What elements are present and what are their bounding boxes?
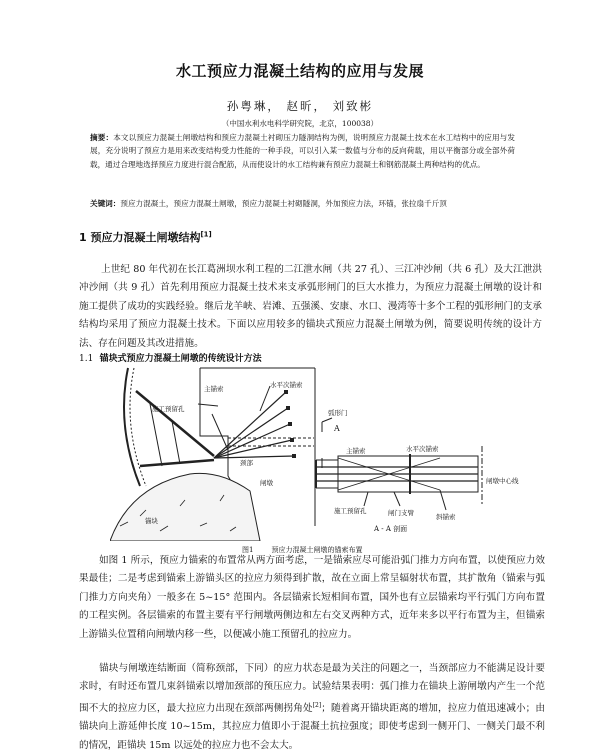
authors: 孙粤琳， 赵昕， 刘致彬 bbox=[226, 99, 374, 113]
paragraph-3-tail: ；随着离开锚块距离的增加，拉应力值迅速减小；由锚块向上游延伸长度 10~15m，其拉应力值即小于混凝土抗拉强度；即使考虑到一侧开门、一侧关门最不利的情况，距锚块 15m 以远处的拉应力也不会太大。 bbox=[79, 703, 546, 751]
figure-1-drawing bbox=[110, 366, 520, 541]
section-1-heading bbox=[79, 229, 212, 245]
keywords bbox=[90, 198, 520, 209]
abstract bbox=[90, 131, 515, 171]
abstract-label: 摘要： bbox=[90, 133, 114, 142]
figure-label-oblique-anchor: 斜锚索 bbox=[436, 513, 456, 521]
arc-gate-curve bbox=[124, 368, 140, 486]
section-1-paragraph bbox=[79, 261, 542, 353]
paragraph-3-ref: [2] bbox=[312, 701, 322, 709]
figure-label-a: A bbox=[334, 424, 340, 433]
figure-1 bbox=[110, 366, 520, 541]
section-1-paragraph-text: 上世纪 80 年代初在长江葛洲坝水利工程的二江泄水闸（共 27 孔）、三江冲沙闸（共 6 孔）及大江泄洪冲沙闸（共 9 孔）首先利用预应力混凝土技术来支承弧形闸门的巨大水推力，为预应力混凝土闸墩的设计和施工提供了成功的实践经验。继后龙羊峡、岩滩、五强溪、安康、水口、漫湾等十多个工程的弧形闸门的支承结构均采用了预应力混凝土技术。下面以应用较多的锚块式预应力混凝土闸墩为例，简要说明传统的设计方法、存在问题及其改进措施。 bbox=[79, 264, 542, 349]
figure-label-trunnion-beam: 锚块 bbox=[145, 517, 158, 525]
abstract-text: 本文以预应力混凝土闸墩结构和预应力混凝土衬砌压力隧洞结构为例，说明预应力混凝土技术在水工结构中的应用与发展，充分说明了预应力是用来改变结构受力性能的一种手段，可以引入某一数值与分布的反向荷载，用以平衡部分或全部外荷载，通过合理地选择预应力度进行混合配筋，从而使设计的水工结构兼有预应力混凝土和钢筋混凝土两种结构的优点。 bbox=[90, 133, 516, 169]
section-1-1-title: 锚块式预应力混凝土闸墩的传统设计方法 bbox=[99, 354, 262, 364]
paragraph-2 bbox=[79, 552, 545, 644]
figure-label-arc-gate: 弧形门 bbox=[328, 409, 348, 417]
figure-1-caption-text: 预应力混凝土闸墩的锚索布置 bbox=[271, 546, 363, 554]
figure-label-construction-hole-2: 施工预留孔 bbox=[334, 507, 367, 515]
figure-label-section: A - A 剖面 bbox=[374, 525, 408, 533]
gate-arm-upper bbox=[136, 391, 214, 456]
gate-arm-lower bbox=[140, 460, 214, 466]
keywords-label: 关键词： bbox=[90, 199, 121, 208]
figure-label-construction-hole: 施工预留孔 bbox=[152, 405, 185, 413]
figure-label-centerline: 闸墩中心线 bbox=[486, 477, 519, 485]
section-1-1-number: 1.1 bbox=[79, 354, 94, 364]
figure-1-number: 图1 bbox=[242, 546, 254, 554]
paragraph-2-text: 如图 1 所示，预应力锚索的布置常从两方面考虑，一是锚索应尽可能沿弧门推力方向布置，以使预应力效果最佳；二是考虑到锚索上游锚头区的拉应力须得到扩散，故在立面上常呈辐射状布置，其扩散角（锚索与弧门推力方向夹角）一般多在 5~15° 范围内。各层锚索长短相间布置，国外也有立层锚索均平行弧门方向布置的工程实例。各层锚索的布置主要有平行闸墩两侧边和左右交叉两种方式，近年来多以平行布置为主，但锚索上游锚头位置稍向闸墩内移一些，以便减小施工预留孔的拉应力。 bbox=[79, 555, 545, 640]
paper-title: 水工预应力混凝土结构的应用与发展 bbox=[175, 62, 424, 80]
figure-label-gate-pier: 闸墩 bbox=[260, 479, 273, 487]
rock-foundation bbox=[110, 473, 260, 541]
radial-anchors bbox=[214, 392, 294, 458]
keywords-text: 预应力混凝土，预应力混凝土闸墩，预应力混凝土衬砌隧洞，外加预应力法，环锚，张拉扇千斤顶 bbox=[120, 199, 447, 208]
figure-label-main-anchor-2: 主锚索 bbox=[346, 447, 366, 455]
paragraph-3 bbox=[79, 660, 545, 755]
affiliation: （中国水利水电科学研究院，北京，100038） bbox=[221, 119, 379, 128]
section-1-title: 1 预应力混凝土闸墩结构 bbox=[79, 231, 201, 244]
figure-label-gate-support: 闸门支臂 bbox=[388, 509, 414, 517]
section-1-1-heading bbox=[79, 351, 262, 364]
figure-label-main-anchor: 主锚索 bbox=[204, 385, 224, 393]
paragraph-3-text: 锚块与闸墩连结断面（简称颈部，下同）的应力状态是最为关注的问题之一，当颈部应力不能满足设计要求时，有时还布置几束斜锚索以增加颈部的预压应力。试验结果表明：弧门推力在锚块上游闸墩内产生一个范围不大的拉应力区，最大拉应力出现在颈部两侧拐角处 bbox=[79, 663, 545, 714]
section-1-ref: [1] bbox=[200, 230, 212, 239]
figure-label-trunnion: 颈部 bbox=[240, 459, 253, 467]
figure-label-horiz-anchor-2: 水平次锚索 bbox=[406, 445, 439, 453]
figure-label-horiz-anchor: 水平次锚索 bbox=[270, 381, 303, 389]
